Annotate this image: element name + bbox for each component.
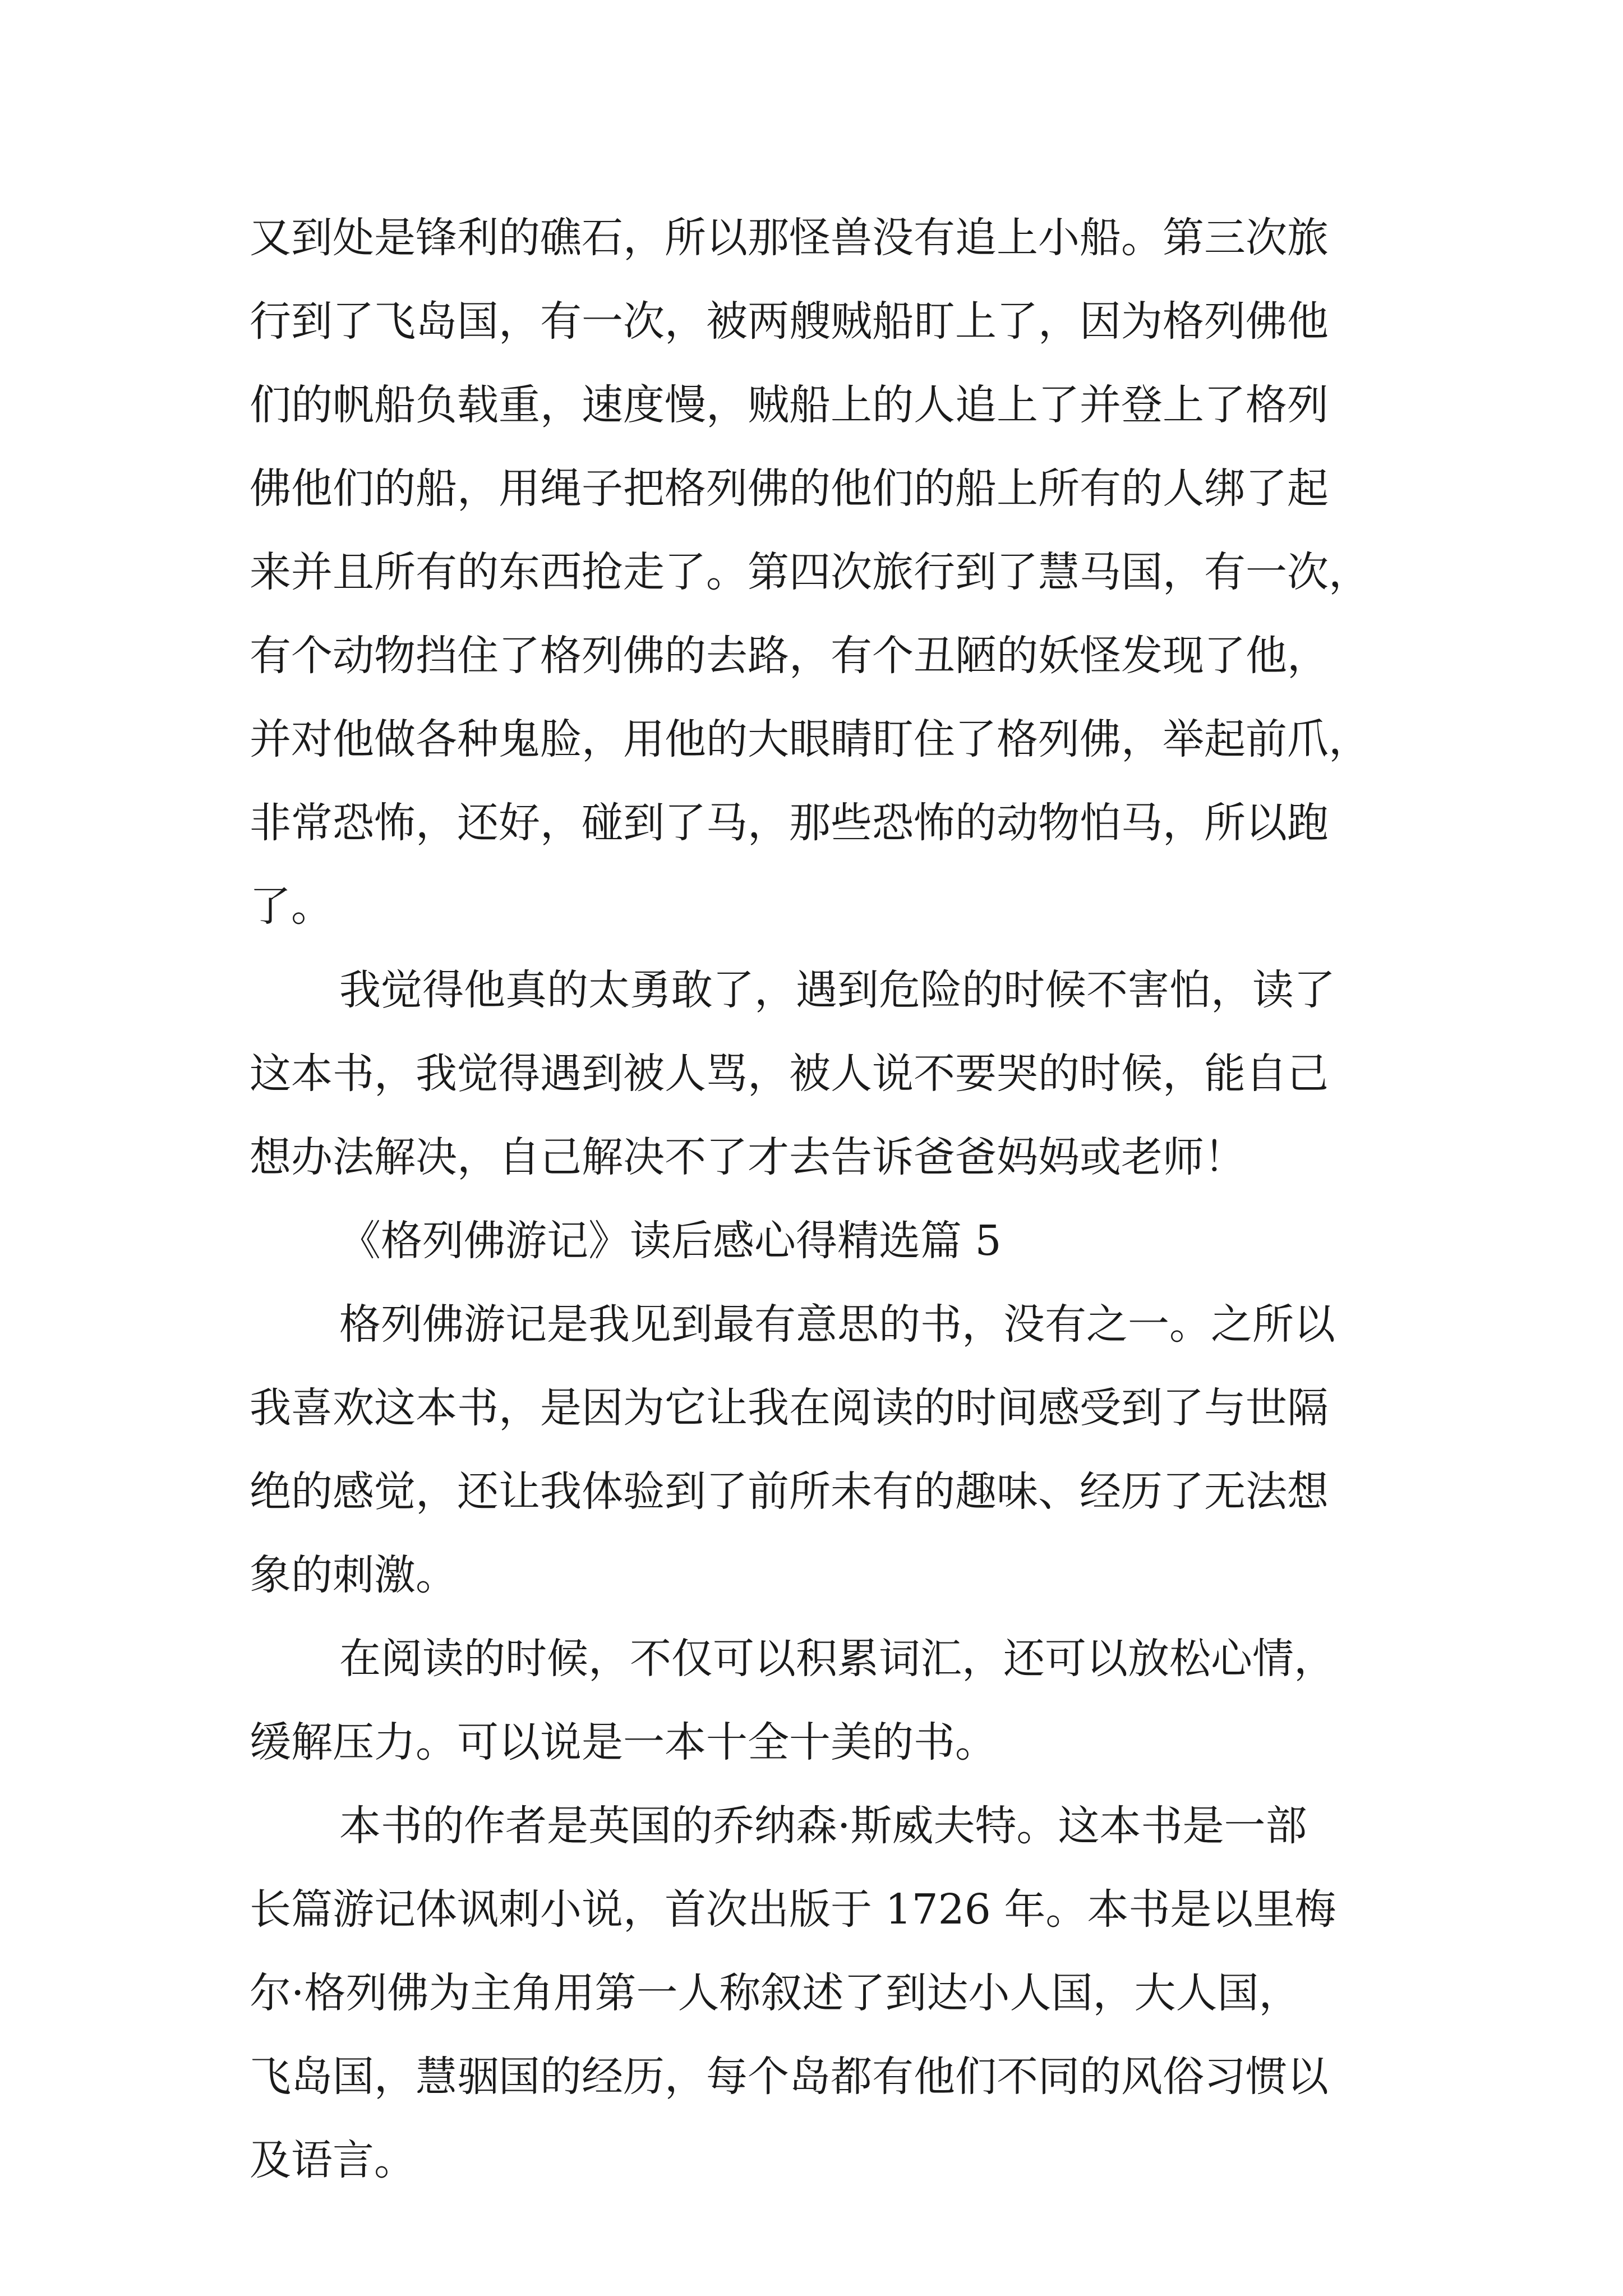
paragraph-line: 格列佛游记是我见到最有意思的书，没有之一。之所以 bbox=[339, 1300, 1335, 1349]
document-body bbox=[250, 196, 1394, 2202]
paragraph-line: 缓解压力。可以说是一本十全十美的书。 bbox=[250, 1718, 997, 1766]
paragraph-line: 我觉得他真的太勇敢了，遇到危险的时候不害怕，读了 bbox=[339, 966, 1335, 1014]
paragraph-line: 了。 bbox=[250, 882, 333, 931]
paragraph-line: 想办法解决，自己解决不了才去告诉爸爸妈妈或老师！ bbox=[250, 1133, 1246, 1181]
paragraph-line: 们的帆船负载重，速度慢，贼船上的人追上了并登上了格列 bbox=[250, 381, 1329, 429]
section-heading: 《格列佛游记》读后感心得精选篇 5 bbox=[339, 1217, 1002, 1265]
paragraph-line: 绝的感觉，还让我体验到了前所未有的趣味、经历了无法想 bbox=[250, 1467, 1329, 1516]
paragraph-line: 尔·格列佛为主角用第一人称叙述了到达小人国，大人国， bbox=[250, 1969, 1301, 2017]
paragraph-line: 飞岛国，慧骃国的经历，每个岛都有他们不同的风俗习惯以 bbox=[250, 2053, 1329, 2101]
paragraph-line: 象的刺激。 bbox=[250, 1551, 457, 1599]
paragraph-line: 并对他做各种鬼脸，用他的大眼睛盯住了格列佛，举起前爪， bbox=[250, 715, 1370, 763]
paragraph-line: 非常恐怖，还好，碰到了马，那些恐怖的动物怕马，所以跑 bbox=[250, 799, 1329, 847]
paragraph-line: 这本书，我觉得遇到被人骂，被人说不要哭的时候，能自己 bbox=[250, 1050, 1329, 1098]
paragraph-line: 长篇游记体讽刺小说，首次出版于 1726 年。本书是以里梅 bbox=[250, 1885, 1336, 1934]
paragraph-line: 我喜欢这本书，是因为它让我在阅读的时间感受到了与世隔 bbox=[250, 1384, 1329, 1432]
paragraph-line: 又到处是锋利的礁石，所以那怪兽没有追上小船。第三次旅 bbox=[250, 214, 1329, 262]
paragraph-line: 在阅读的时候，不仅可以积累词汇，还可以放松心情， bbox=[339, 1635, 1335, 1683]
paragraph-line: 本书的作者是英国的乔纳森·斯威夫特。这本书是一部 bbox=[339, 1802, 1307, 1850]
paragraph-line: 有个动物挡住了格列佛的去路，有个丑陋的妖怪发现了他， bbox=[250, 632, 1329, 680]
paragraph-line: 行到了飞岛国，有一次，被两艘贼船盯上了，因为格列佛他 bbox=[250, 297, 1329, 346]
paragraph-line: 来并且所有的东西抢走了。第四次旅行到了慧马国，有一次， bbox=[250, 548, 1370, 596]
paragraph-line: 及语言。 bbox=[250, 2136, 416, 2184]
paragraph-line: 佛他们的船，用绳子把格列佛的他们的船上所有的人绑了起 bbox=[250, 464, 1329, 513]
